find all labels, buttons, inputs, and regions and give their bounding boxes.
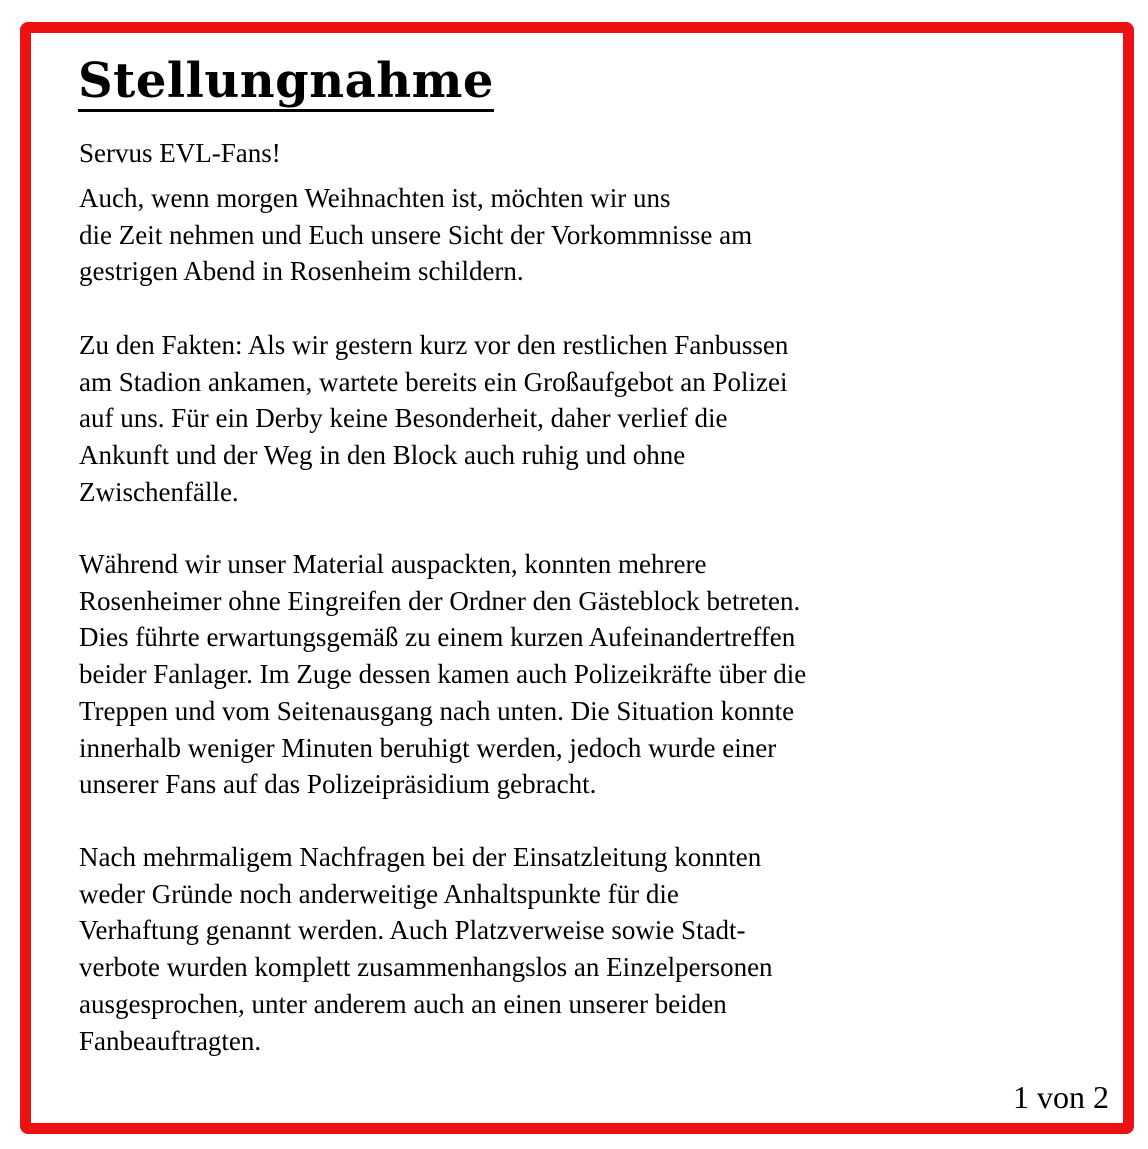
paragraph-line: Verhaftung genannt werden. Auch Platzverweise sowie Stadt- <box>79 915 746 946</box>
paragraph-line: auf uns. Für ein Derby keine Besonderheit, daher verlief die <box>79 403 728 434</box>
paragraph-line: Dies führte erwartungsgemäß zu einem kurzen Aufeinandertreffen <box>79 622 796 653</box>
paragraph-line: ausgesprochen, unter anderem auch an einen unserer beiden <box>79 988 727 1019</box>
paragraph-line: die Zeit nehmen und Euch unsere Sicht der Vorkommnisse am <box>79 219 753 250</box>
paragraph-line: Zwischenfälle. <box>79 476 239 507</box>
document-title: Stellungnahme <box>78 57 494 112</box>
paragraph-facts <box>79 327 788 511</box>
paragraph-line: Auch, wenn morgen Weihnachten ist, möchten wir uns <box>79 183 671 213</box>
paragraph-line: Ankunft und der Weg in den Block auch ruhig und ohne <box>79 440 686 471</box>
paragraph-line: Fanbeauftragten. <box>79 1025 262 1056</box>
paragraph-line: am Stadion ankamen, wartete bereits ein Großaufgebot an Polizei <box>79 366 788 397</box>
paragraph-line: Treppen und vom Seitenausgang nach unten. Die Situation konnte <box>79 695 795 726</box>
salutation: Servus EVL-Fans! <box>79 138 281 168</box>
paragraph-line: verbote wurden komplett zusammenhangslos an Einzelpersonen <box>79 952 773 983</box>
paragraph-line: gestrigen Abend in Rosenheim schildern. <box>79 256 524 287</box>
paragraph-line: weder Gründe noch anderweitige Anhaltspunkte für die <box>79 878 679 909</box>
paragraph-line: beider Fanlager. Im Zuge dessen kamen auch Polizeikräfte über die <box>79 659 807 690</box>
paragraph-arrest <box>79 839 773 1059</box>
page-indicator: 1 von 2 <box>1013 1079 1109 1115</box>
paragraph-line: Zu den Fakten: Als wir gestern kurz vor den restlichen Fanbussen <box>79 330 789 360</box>
paragraph-line: innerhalb weniger Minuten beruhigt werden, jedoch wurde einer <box>79 732 777 763</box>
paragraph-line: Während wir unser Material auspackten, konnten mehrere <box>79 549 707 579</box>
paragraph-line: Nach mehrmaligem Nachfragen bei der Einsatzleitung konnten <box>79 842 762 872</box>
paragraph-incident <box>79 546 806 803</box>
statement-frame <box>20 22 1134 1134</box>
paragraph-line: unserer Fans auf das Polizeipräsidium gebracht. <box>79 769 597 800</box>
paragraph-intro <box>79 180 752 290</box>
paragraph-line: Rosenheimer ohne Eingreifen der Ordner den Gästeblock betreten. <box>79 585 801 616</box>
